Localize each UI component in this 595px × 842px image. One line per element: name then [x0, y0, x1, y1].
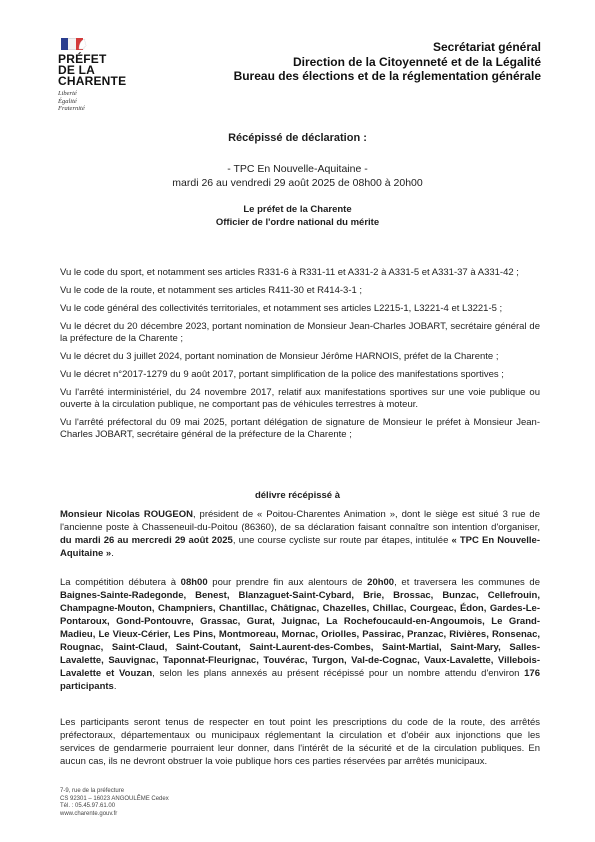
issuing-department-header	[234, 40, 541, 84]
end-time: 20h00	[367, 577, 395, 588]
event-period: du mardi 26 au mercredi 29 août 2025	[60, 535, 233, 546]
delivre-heading: délivre récépissé à	[254, 490, 341, 501]
event-name: - TPC En Nouvelle-Aquitaine -	[227, 163, 368, 175]
logo-title	[58, 54, 148, 87]
motto-liberte: Liberté	[58, 90, 77, 97]
obligations-paragraph	[60, 716, 540, 768]
event-block	[0, 162, 595, 190]
header-line-3: Bureau des élections et de la réglementation générale	[233, 69, 541, 83]
logo-line-2: DE LA	[58, 63, 95, 77]
route-text-a: La compétition débutera à	[60, 577, 181, 588]
marianne-icon	[76, 38, 90, 50]
motto-fraternite: Fraternité	[58, 105, 85, 112]
declarant-paragraph	[60, 508, 540, 560]
declarant-text-b: , une course cycliste sur route par étapes, intitulée	[232, 535, 452, 546]
declarant-text-a: , président de « Poitou-Charentes Animation », dont le siège est situé 3 rue de l'ancienne poste à Chasseneuil-du-Poitou (86360), de sa déclaration faisant connaître son intention d'organiser,	[60, 509, 540, 533]
declarant-text-c: .	[111, 548, 114, 559]
route-text-d: , selon les plans annexés au présent récépissé pour un nombre attendu d'environ	[152, 668, 525, 679]
header-line-1: Secrétariat général	[432, 40, 541, 54]
route-text-b: pour prendre fin aux alentours de	[207, 577, 368, 588]
footer-line-3: Tél. : 05.45.97.61.00	[60, 803, 116, 809]
start-time: 08h00	[180, 577, 208, 588]
participants-count: 176 participants	[60, 668, 540, 692]
legal-visas	[60, 267, 540, 447]
document-title: Récépissé de déclaration :	[228, 132, 367, 144]
visa-item: Vu l'arrêté préfectoral du 09 mai 2025, portant délégation de signature de Monsieur le préfet à Monsieur Jean-Charles JOBART, secrétaire général de la préfecture de la Charente ;	[60, 417, 540, 440]
visa-item: Vu l'arrêté interministériel, du 24 novembre 2017, relatif aux manifestations sportives sur une voie publique ou ouverte à la circulation publique, ne comportant pas de véhicules terrestres à moteur.	[60, 387, 540, 410]
visa-item: Vu le code général des collectivités territoriales, et notamment ses articles L2215-1, L3221-4 et L3221-5 ;	[60, 303, 503, 314]
logo-line-3: CHARENTE	[58, 74, 127, 88]
footer-line-2: CS 92301 – 16023 ANGOULÊME Cedex	[60, 795, 169, 802]
event-dates: mardi 26 au vendredi 29 août 2025 de 08h00 à 20h00	[172, 177, 423, 189]
authority-line-2: Officier de l'ordre national du mérite	[215, 217, 380, 228]
visa-item: Vu le code de la route, et notamment ses articles R411-30 et R414-3-1 ;	[60, 285, 363, 296]
event-title: « TPC En Nouvelle-Aquitaine »	[60, 535, 540, 559]
footer-line-1: 7-9, rue de la préfecture	[60, 788, 125, 794]
logo-line-1: PRÉFET	[58, 52, 107, 66]
republic-motto	[58, 90, 148, 113]
visa-item: Vu le code du sport, et notamment ses articles R331-6 à R331-11 et A331-2 à A331-5 et A331-37 à A331-42 ;	[60, 267, 519, 278]
header-line-2: Direction de la Citoyenneté et de la Légalité	[292, 54, 541, 69]
motto-egalite: Égalité	[58, 97, 77, 105]
footer-website: www.charente.gouv.fr	[60, 810, 118, 817]
visa-item: Vu le décret du 3 juillet 2024, portant nomination de Monsieur Jérôme HARNOIS, préfet de la Charente ;	[60, 351, 499, 362]
visa-item: Vu le décret n°2017-1279 du 9 août 2017, portant simplification de la police des manifestations sportives ;	[60, 369, 504, 380]
prefecture-logo	[58, 38, 148, 113]
authority-block	[0, 203, 595, 229]
communes-list: Baignes-Sainte-Radegonde, Benest, Blanzaguet-Saint-Cybard, Brie, Brossac, Bunzac, Cellefrouin, Champagne-Mouton, Champniers, Chantillac, Châtignac, Chazelles, Chillac, Courgeac, Édon, Gardes-Le-Pontaroux, Gond-Pontouvre, Grassac, Gurat, Juignac, La Rochefoucauld-en-Angoumois, Le Grand-Madieu, Le Vieux-Cérier, Les Pins, Montmoreau, Mornac, Oriolles, Passirac, Pranzac, Rivières, Ronsenac, Rougnac, Saint-Claud, Saint-Coutant, Saint-Laurent-des-Combes, Saint-Martial, Saint-Mary, Salles-Lavalette, Sauvignac, Taponnat-Fleurignac, Touvérac, Turgon, Val-de-Cognac, Vaux-Lavalette, Villebois-Lavalette et Vouzan	[60, 590, 540, 679]
visa-item: Vu le décret du 20 décembre 2023, portant nomination de Monsieur Jean-Charles JOBART, secrétaire général de la préfecture de la Charente ;	[60, 321, 540, 344]
route-text-c: , et traversera les communes de	[394, 577, 541, 588]
declarant-name: Monsieur Nicolas ROUGEON	[60, 509, 193, 520]
route-paragraph	[60, 576, 540, 693]
prefecture-address-footer	[60, 788, 169, 818]
route-text-e: .	[113, 681, 117, 692]
authority-line-1: Le préfet de la Charente	[243, 204, 352, 215]
obligations-text: Les participants seront tenus de respecter en tout point les prescriptions du code de la route, des arrêtés préfectoraux, départementaux ou municipaux réglementant la circulation et d'obéir aux injonctions que les services de gendarmerie pourraient leur donner, dans l'intérêt de la sécurité et de la circulation publiques. En aucun cas, ils ne devront obstruer la voie publique hors ces parties réservées par arrêtés municipaux.	[60, 717, 540, 767]
